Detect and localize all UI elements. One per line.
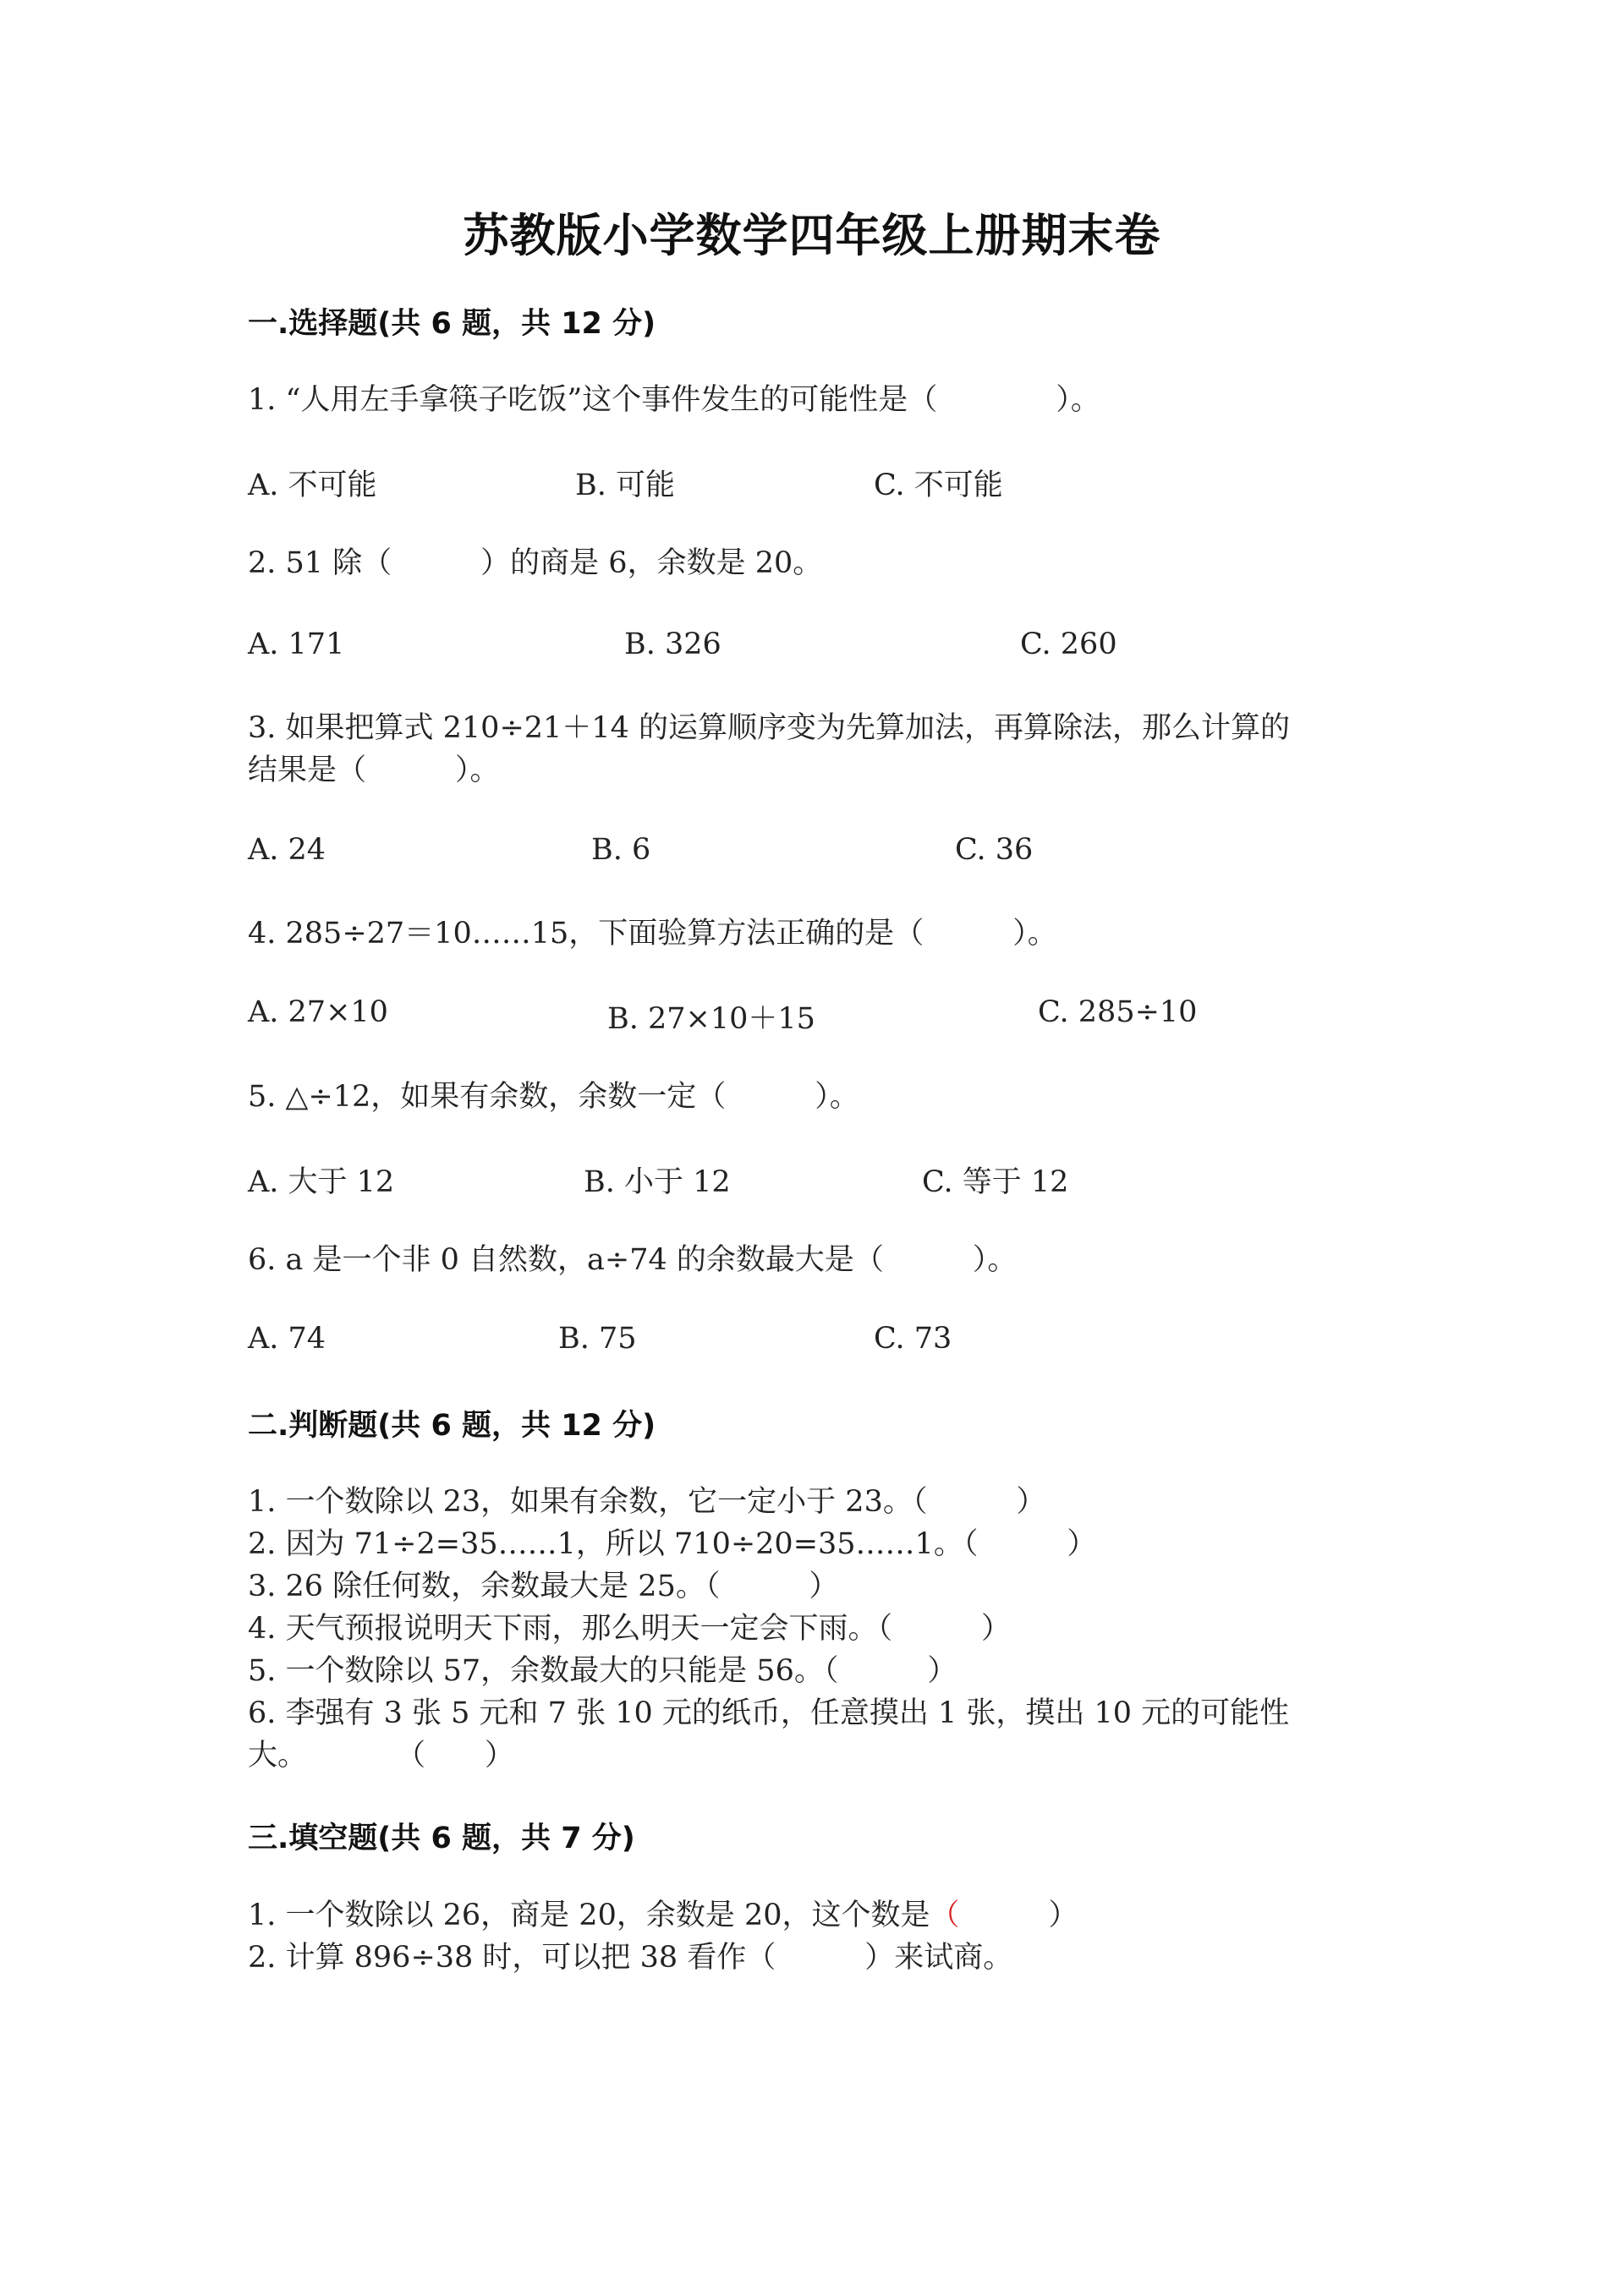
question-text <box>248 1894 1078 1937</box>
question-text: 4. 天气预报说明天下雨，那么明天一定会下雨。（ ） <box>248 1612 1012 1646</box>
question-text: 5. △÷12，如果有余数，余数一定（ ）。 <box>248 1080 859 1114</box>
option-c: C. 73 <box>874 1322 952 1356</box>
option-b: B. 6 <box>591 833 651 867</box>
option-a: A. 不可能 <box>248 469 377 502</box>
section-heading-judgment: 二.判断题(共 6 题，共 12 分) <box>248 1409 656 1443</box>
option-b: B. 75 <box>558 1322 637 1356</box>
question-text: 2. 计算 896÷38 时，可以把 38 看作（ ）来试商。 <box>248 1941 1013 1975</box>
option-c: C. 285÷10 <box>1038 995 1198 1029</box>
answer-blank-close: ） <box>959 1899 1078 1932</box>
option-b: B. 27×10＋15 <box>607 1002 815 1036</box>
option-c: C. 36 <box>955 833 1034 867</box>
question-text: 6. 李强有 3 张 5 元和 7 张 10 元的纸币，任意摸出 1 张，摸出 10 元的可能性 <box>248 1696 1290 1730</box>
question-body: 1. 一个数除以 26，商是 20，余数是 20，这个数是 <box>248 1899 930 1932</box>
question-text: 5. 一个数除以 57，余数最大的只能是 56。（ ） <box>248 1654 957 1688</box>
question-text: 1. “人用左手拿筷子吃饭”这个事件发生的可能性是（ ）。 <box>248 383 1100 417</box>
question-text: 2. 因为 71÷2=35……1，所以 710÷20=35……1。（ ） <box>248 1527 1097 1561</box>
option-b: B. 326 <box>624 627 721 661</box>
option-c: C. 等于 12 <box>922 1165 1069 1199</box>
option-b: B. 可能 <box>575 469 675 502</box>
question-text: 1. 一个数除以 23，如果有余数，它一定小于 23。（ ） <box>248 1485 1046 1519</box>
page-title: 苏教版小学数学四年级上册期末卷 <box>463 209 1161 262</box>
question-text: 2. 51 除（ ）的商是 6，余数是 20。 <box>248 546 823 580</box>
question-text: 6. a 是一个非 0 自然数，a÷74 的余数最大是（ ）。 <box>248 1243 1018 1277</box>
question-text: 3. 26 除任何数，余数最大是 25。（ ） <box>248 1570 839 1603</box>
section-heading-fill-blank: 三.填空题(共 6 题，共 7 分) <box>248 1822 635 1855</box>
section-heading-choice: 一.选择题(共 6 题，共 12 分) <box>248 307 656 341</box>
option-c: C. 不可能 <box>874 469 1003 502</box>
option-c: C. 260 <box>1020 627 1117 661</box>
option-b: B. 小于 12 <box>584 1165 731 1199</box>
question-text-continued: 大。 （ ） <box>248 1739 515 1773</box>
option-a: A. 171 <box>248 627 345 661</box>
question-text: 3. 如果把算式 210÷21＋14 的运算顺序变为先算加法，再算除法，那么计算的 <box>248 711 1290 745</box>
option-a: A. 24 <box>248 833 326 867</box>
option-a: A. 大于 12 <box>248 1165 395 1199</box>
question-text-continued: 结果是（ ）。 <box>248 753 500 787</box>
option-a: A. 74 <box>248 1322 326 1356</box>
option-a: A. 27×10 <box>248 995 388 1029</box>
question-text: 4. 285÷27＝10……15，下面验算方法正确的是（ ）。 <box>248 917 1057 951</box>
answer-blank-open: （ <box>930 1899 960 1932</box>
